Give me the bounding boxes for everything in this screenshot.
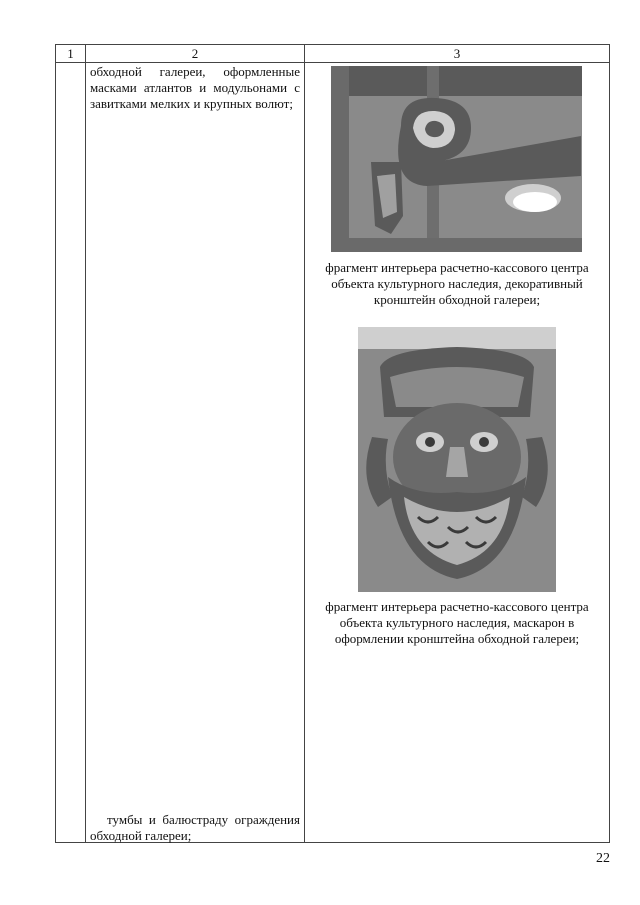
cell-photos [305, 63, 610, 843]
cell-description [86, 63, 305, 843]
description-text-bottom: тумбы и балюстраду ограждения обходной галереи; [90, 812, 300, 843]
cell-number [56, 63, 86, 843]
content-row [56, 63, 610, 843]
description-text-top: обходной галереи, оформленные масками атлантов и модульонами с завитками мелких и крупных волют; [90, 64, 300, 111]
header-row [56, 45, 610, 63]
col-header-1: 1 [56, 45, 86, 63]
heritage-table [55, 44, 610, 843]
caption-bracket: фрагмент интерьера расчетно-кассового центра объекта культурного наследия, декоративный кронштейн обходной галереи; [325, 260, 589, 307]
page-number: 22 [596, 851, 610, 866]
mascaron-photo [358, 327, 556, 592]
bracket-photo [331, 66, 582, 252]
col-header-2: 2 [86, 45, 305, 63]
col-header-3: 3 [305, 45, 610, 63]
caption-mascaron: фрагмент интерьера расчетно-кассового центра объекта культурного наследия, маскарон в оформлении кронштейна обходной галереи; [325, 599, 589, 646]
